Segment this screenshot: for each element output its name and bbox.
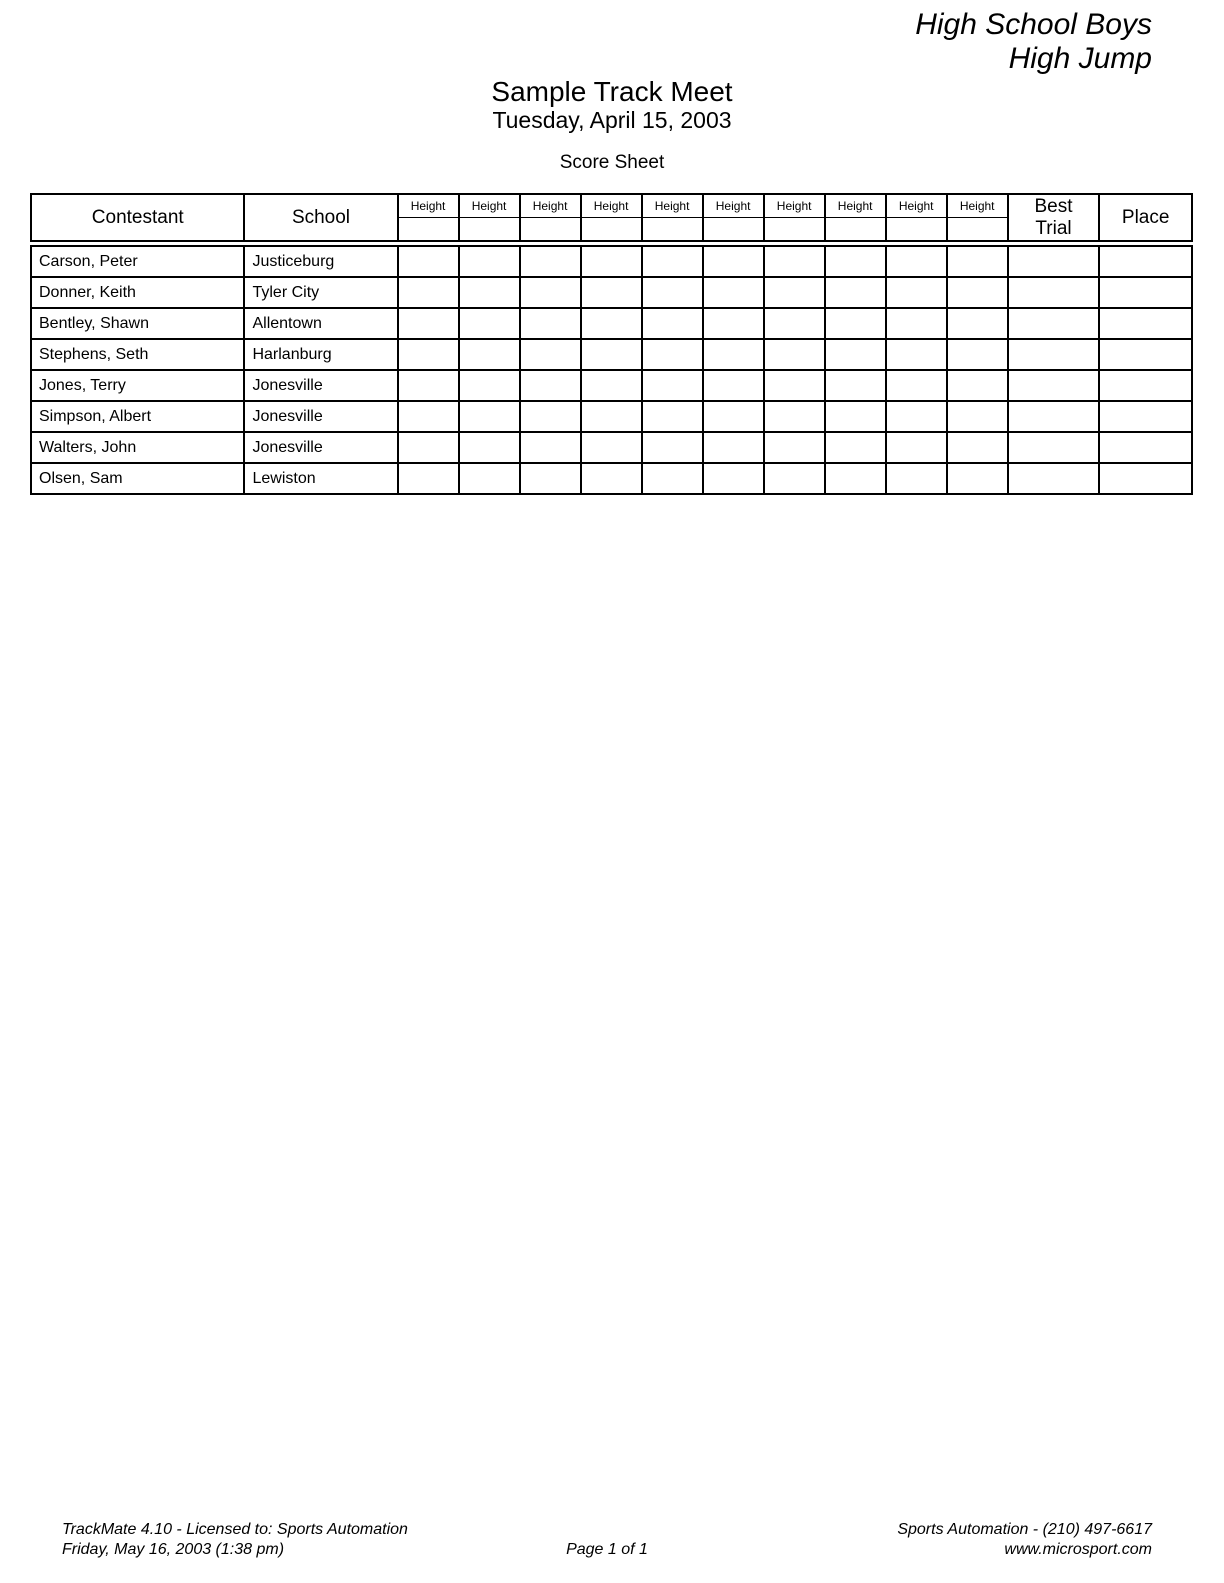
col-height-7: Height	[764, 194, 825, 218]
height-attempt-cell-6[interactable]	[703, 370, 764, 401]
height-attempt-cell-2[interactable]	[459, 401, 520, 432]
height-attempt-cell-9[interactable]	[886, 370, 947, 401]
height-attempt-cell-4[interactable]	[581, 277, 642, 308]
height-attempt-cell-1[interactable]	[398, 370, 459, 401]
header-row	[31, 194, 1192, 218]
height-attempt-cell-10[interactable]	[947, 339, 1008, 370]
contestant-name: Carson, Peter	[31, 246, 244, 277]
footer-page-number: Page 1 of 1	[566, 1541, 648, 1558]
height-attempt-cell-1[interactable]	[398, 339, 459, 370]
place-cell[interactable]	[1099, 308, 1192, 339]
table-row	[31, 401, 1192, 432]
height-value-6[interactable]	[703, 218, 764, 242]
meet-title: Sample Track Meet	[491, 76, 733, 107]
footer-right	[897, 1520, 1152, 1560]
event-name: High Jump	[1008, 42, 1152, 75]
height-attempt-cell-10[interactable]	[947, 308, 1008, 339]
height-attempt-cell-2[interactable]	[459, 432, 520, 463]
table-row	[31, 463, 1192, 494]
height-value-8[interactable]	[825, 218, 886, 242]
height-value-3[interactable]	[520, 218, 581, 242]
height-attempt-cell-6[interactable]	[703, 432, 764, 463]
best-trial-cell[interactable]	[1008, 432, 1100, 463]
height-attempt-cell-3[interactable]	[520, 370, 581, 401]
height-attempt-cell-10[interactable]	[947, 246, 1008, 277]
contestant-name: Donner, Keith	[31, 277, 244, 308]
contestant-school: Harlanburg	[244, 339, 397, 370]
table-row	[31, 277, 1192, 308]
height-value-7[interactable]	[764, 218, 825, 242]
contestant-school: Jonesville	[244, 432, 397, 463]
place-cell[interactable]	[1099, 432, 1192, 463]
best-trial-cell[interactable]	[1008, 401, 1100, 432]
col-best-trial-line1: Best	[1034, 195, 1073, 217]
height-attempt-cell-5[interactable]	[642, 432, 703, 463]
height-attempt-cell-7[interactable]	[764, 277, 825, 308]
contestant-name: Olsen, Sam	[31, 463, 244, 494]
height-attempt-cell-1[interactable]	[398, 277, 459, 308]
height-attempt-cell-6[interactable]	[703, 246, 764, 277]
height-attempt-cell-2[interactable]	[459, 277, 520, 308]
table-row	[31, 370, 1192, 401]
height-attempt-cell-8[interactable]	[825, 432, 886, 463]
place-cell[interactable]	[1099, 463, 1192, 494]
height-attempt-cell-10[interactable]	[947, 277, 1008, 308]
best-trial-cell[interactable]	[1008, 246, 1100, 277]
col-height-3: Height	[520, 194, 581, 218]
height-attempt-cell-9[interactable]	[886, 432, 947, 463]
height-attempt-cell-6[interactable]	[703, 339, 764, 370]
height-attempt-cell-3[interactable]	[520, 432, 581, 463]
col-place: Place	[1099, 194, 1192, 241]
height-attempt-cell-10[interactable]	[947, 401, 1008, 432]
height-value-5[interactable]	[642, 218, 703, 242]
table-row	[31, 432, 1192, 463]
height-attempt-cell-5[interactable]	[642, 246, 703, 277]
col-contestant: Contestant	[31, 194, 244, 241]
height-attempt-cell-10[interactable]	[947, 463, 1008, 494]
height-attempt-cell-6[interactable]	[703, 308, 764, 339]
place-cell[interactable]	[1099, 277, 1192, 308]
height-attempt-cell-9[interactable]	[886, 308, 947, 339]
col-school: School	[244, 194, 397, 241]
height-attempt-cell-4[interactable]	[581, 339, 642, 370]
best-trial-cell[interactable]	[1008, 339, 1100, 370]
footer-company-phone: Sports Automation - (210) 497-6617	[897, 1521, 1152, 1538]
height-attempt-cell-4[interactable]	[581, 401, 642, 432]
height-attempt-cell-1[interactable]	[398, 308, 459, 339]
height-attempt-cell-3[interactable]	[520, 277, 581, 308]
contestant-name: Simpson, Albert	[31, 401, 244, 432]
height-attempt-cell-2[interactable]	[459, 308, 520, 339]
height-attempt-cell-7[interactable]	[764, 339, 825, 370]
place-cell[interactable]	[1099, 246, 1192, 277]
height-attempt-cell-7[interactable]	[764, 308, 825, 339]
contestant-name: Jones, Terry	[31, 370, 244, 401]
event-header	[915, 8, 1152, 76]
height-attempt-cell-3[interactable]	[520, 339, 581, 370]
meet-date: Tuesday, April 15, 2003	[492, 107, 732, 133]
height-attempt-cell-7[interactable]	[764, 463, 825, 494]
height-attempt-cell-6[interactable]	[703, 463, 764, 494]
table-row	[31, 308, 1192, 339]
height-value-1[interactable]	[398, 218, 459, 242]
footer-printed-date: Friday, May 16, 2003 (1:38 pm)	[62, 1541, 285, 1558]
height-value-4[interactable]	[581, 218, 642, 242]
height-attempt-cell-4[interactable]	[581, 246, 642, 277]
col-height-10: Height	[947, 194, 1008, 218]
height-attempt-cell-2[interactable]	[459, 246, 520, 277]
contestant-school: Tyler City	[244, 277, 397, 308]
height-attempt-cell-2[interactable]	[459, 339, 520, 370]
height-attempt-cell-8[interactable]	[825, 401, 886, 432]
height-attempt-cell-1[interactable]	[398, 401, 459, 432]
col-height-9: Height	[886, 194, 947, 218]
height-attempt-cell-4[interactable]	[581, 432, 642, 463]
height-attempt-cell-2[interactable]	[459, 463, 520, 494]
footer-license: TrackMate 4.10 - Licensed to: Sports Automation	[62, 1521, 408, 1538]
height-attempt-cell-10[interactable]	[947, 370, 1008, 401]
contestant-school: Justiceburg	[244, 246, 397, 277]
table-row	[31, 339, 1192, 370]
best-trial-cell[interactable]	[1008, 370, 1100, 401]
height-value-2[interactable]	[459, 218, 520, 242]
best-trial-cell[interactable]	[1008, 277, 1100, 308]
height-attempt-cell-4[interactable]	[581, 308, 642, 339]
height-value-9[interactable]	[886, 218, 947, 242]
col-height-8: Height	[825, 194, 886, 218]
height-value-10[interactable]	[947, 218, 1008, 242]
height-attempt-cell-5[interactable]	[642, 308, 703, 339]
height-attempt-cell-2[interactable]	[459, 370, 520, 401]
height-attempt-cell-3[interactable]	[520, 401, 581, 432]
height-attempt-cell-7[interactable]	[764, 370, 825, 401]
height-attempt-cell-1[interactable]	[398, 463, 459, 494]
height-attempt-cell-6[interactable]	[703, 401, 764, 432]
height-attempt-cell-10[interactable]	[947, 432, 1008, 463]
height-attempt-cell-9[interactable]	[886, 277, 947, 308]
col-height-5: Height	[642, 194, 703, 218]
contestant-school: Jonesville	[244, 401, 397, 432]
best-trial-cell[interactable]	[1008, 463, 1100, 494]
height-attempt-cell-4[interactable]	[581, 463, 642, 494]
footer-website: www.microsport.com	[1004, 1541, 1152, 1558]
height-attempt-cell-3[interactable]	[520, 246, 581, 277]
height-attempt-cell-4[interactable]	[581, 370, 642, 401]
height-attempt-cell-5[interactable]	[642, 339, 703, 370]
contestant-school: Lewiston	[244, 463, 397, 494]
place-cell[interactable]	[1099, 339, 1192, 370]
height-attempt-cell-1[interactable]	[398, 246, 459, 277]
contestant-name: Stephens, Seth	[31, 339, 244, 370]
height-attempt-cell-5[interactable]	[642, 401, 703, 432]
col-best-trial	[1008, 194, 1100, 241]
height-attempt-cell-5[interactable]	[642, 463, 703, 494]
sheet-type: Score Sheet	[559, 152, 665, 173]
height-attempt-cell-7[interactable]	[764, 246, 825, 277]
height-attempt-cell-7[interactable]	[764, 401, 825, 432]
height-attempt-cell-1[interactable]	[398, 432, 459, 463]
contestant-school: Jonesville	[244, 370, 397, 401]
score-sheet-table	[30, 193, 1193, 495]
height-attempt-cell-3[interactable]	[520, 308, 581, 339]
height-attempt-cell-9[interactable]	[886, 339, 947, 370]
height-attempt-cell-8[interactable]	[825, 370, 886, 401]
height-attempt-cell-8[interactable]	[825, 246, 886, 277]
contestant-name: Bentley, Shawn	[31, 308, 244, 339]
place-cell[interactable]	[1099, 370, 1192, 401]
height-attempt-cell-5[interactable]	[642, 277, 703, 308]
height-attempt-cell-8[interactable]	[825, 308, 886, 339]
col-best-trial-line2: Trial	[1035, 217, 1072, 239]
event-division: High School Boys	[915, 8, 1152, 41]
place-cell[interactable]	[1099, 401, 1192, 432]
height-attempt-cell-3[interactable]	[520, 463, 581, 494]
contestant-name: Walters, John	[31, 432, 244, 463]
col-height-4: Height	[581, 194, 642, 218]
height-attempt-cell-9[interactable]	[886, 401, 947, 432]
height-attempt-cell-5[interactable]	[642, 370, 703, 401]
height-attempt-cell-7[interactable]	[764, 432, 825, 463]
height-attempt-cell-8[interactable]	[825, 277, 886, 308]
contestant-school: Allentown	[244, 308, 397, 339]
height-attempt-cell-9[interactable]	[886, 463, 947, 494]
col-height-1: Height	[398, 194, 459, 218]
height-attempt-cell-8[interactable]	[825, 339, 886, 370]
best-trial-cell[interactable]	[1008, 308, 1100, 339]
col-height-6: Height	[703, 194, 764, 218]
col-height-2: Height	[459, 194, 520, 218]
height-attempt-cell-6[interactable]	[703, 277, 764, 308]
height-attempt-cell-8[interactable]	[825, 463, 886, 494]
height-attempt-cell-9[interactable]	[886, 246, 947, 277]
table-row	[31, 246, 1192, 277]
